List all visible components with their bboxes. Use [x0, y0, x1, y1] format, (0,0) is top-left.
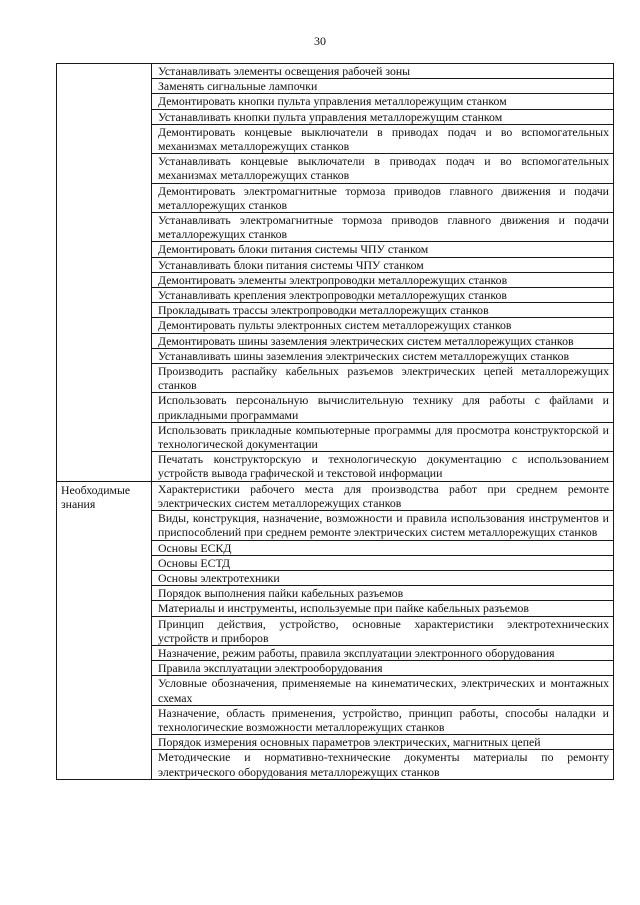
requirement-item: Заменять сигнальные лампочки: [152, 79, 614, 94]
section-label-knowledge: Необходимые знания: [57, 481, 152, 779]
requirement-item: Назначение, режим работы, правила эксплуатации электронного оборудования: [152, 645, 614, 660]
requirements-table: [56, 63, 614, 780]
requirement-item: Виды, конструкция, назначение, возможности и правила использования инструментов и приспособлений при среднем ремонте электрических систем металлорежущих станков: [152, 511, 614, 540]
requirement-item: Методические и нормативно-технические документы материалы по ремонту электрического оборудования металлорежущих станков: [152, 750, 614, 779]
requirement-item: Порядок измерения основных параметров электрических, магнитных цепей: [152, 735, 614, 750]
requirement-item: Производить распайку кабельных разъемов электрических цепей металлорежущих станков: [152, 364, 614, 393]
requirement-item: Устанавливать элементы освещения рабочей зоны: [152, 64, 614, 79]
table-row: [57, 481, 614, 510]
requirement-item: Устанавливать шины заземления электрических систем металлорежущих станков: [152, 348, 614, 363]
requirement-item: Характеристики рабочего места для производства работ при среднем ремонте электрических систем металлорежущих станков: [152, 481, 614, 510]
requirement-item: Условные обозначения, применяемые на кинематических, электрических и монтажных схемах: [152, 676, 614, 705]
requirement-item: Назначение, область применения, устройство, принцип работы, способы наладки и технологические возможности металлорежущих станков: [152, 705, 614, 734]
requirement-item: Основы ЕСКД: [152, 540, 614, 555]
requirement-item: Демонтировать кнопки пульта управления металлорежущим станком: [152, 94, 614, 109]
page-number: 30: [314, 34, 326, 48]
table-row: [57, 64, 614, 79]
requirement-item: Принцип действия, устройство, основные характеристики электротехнических устройств и приборов: [152, 616, 614, 645]
requirement-item: Демонтировать блоки питания системы ЧПУ станком: [152, 242, 614, 257]
requirement-item: Правила эксплуатации электрооборудования: [152, 661, 614, 676]
requirement-item: Использовать прикладные компьютерные программы для просмотра конструкторской и технологической документации: [152, 422, 614, 451]
requirement-item: Демонтировать концевые выключатели в приводах подач и во вспомогательных механизмах металлорежущих станков: [152, 124, 614, 153]
requirement-item: Основы электротехники: [152, 570, 614, 585]
requirement-item: Демонтировать электромагнитные тормоза приводов главного движения и подачи металлорежущих станков: [152, 183, 614, 212]
requirement-item: Порядок выполнения пайки кабельных разъемов: [152, 586, 614, 601]
requirement-item: Устанавливать концевые выключатели в приводах подач и во вспомогательных механизмах металлорежущих станков: [152, 154, 614, 183]
requirement-item: Устанавливать крепления электропроводки металлорежущих станков: [152, 288, 614, 303]
requirement-item: Демонтировать пульты электронных систем металлорежущих станков: [152, 318, 614, 333]
requirement-item: Устанавливать кнопки пульта управления металлорежущим станком: [152, 109, 614, 124]
requirement-item: Использовать персональную вычислительную технику для работы с файлами и прикладными программами: [152, 393, 614, 422]
requirement-item: Устанавливать блоки питания системы ЧПУ станком: [152, 257, 614, 272]
requirement-item: Демонтировать элементы электропроводки металлорежущих станков: [152, 272, 614, 287]
requirement-item: Материалы и инструменты, используемые при пайке кабельных разъемов: [152, 601, 614, 616]
requirement-item: Демонтировать шины заземления электрических систем металлорежущих станков: [152, 333, 614, 348]
requirement-item: Устанавливать электромагнитные тормоза приводов главного движения и подачи металлорежущих станков: [152, 213, 614, 242]
requirement-item: Прокладывать трассы электропроводки металлорежущих станков: [152, 303, 614, 318]
requirement-item: Печатать конструкторскую и технологическую документацию с использованием устройств вывода графической и текстовой информации: [152, 452, 614, 481]
requirement-item: Основы ЕСТД: [152, 555, 614, 570]
section-label-skills: [57, 64, 152, 482]
